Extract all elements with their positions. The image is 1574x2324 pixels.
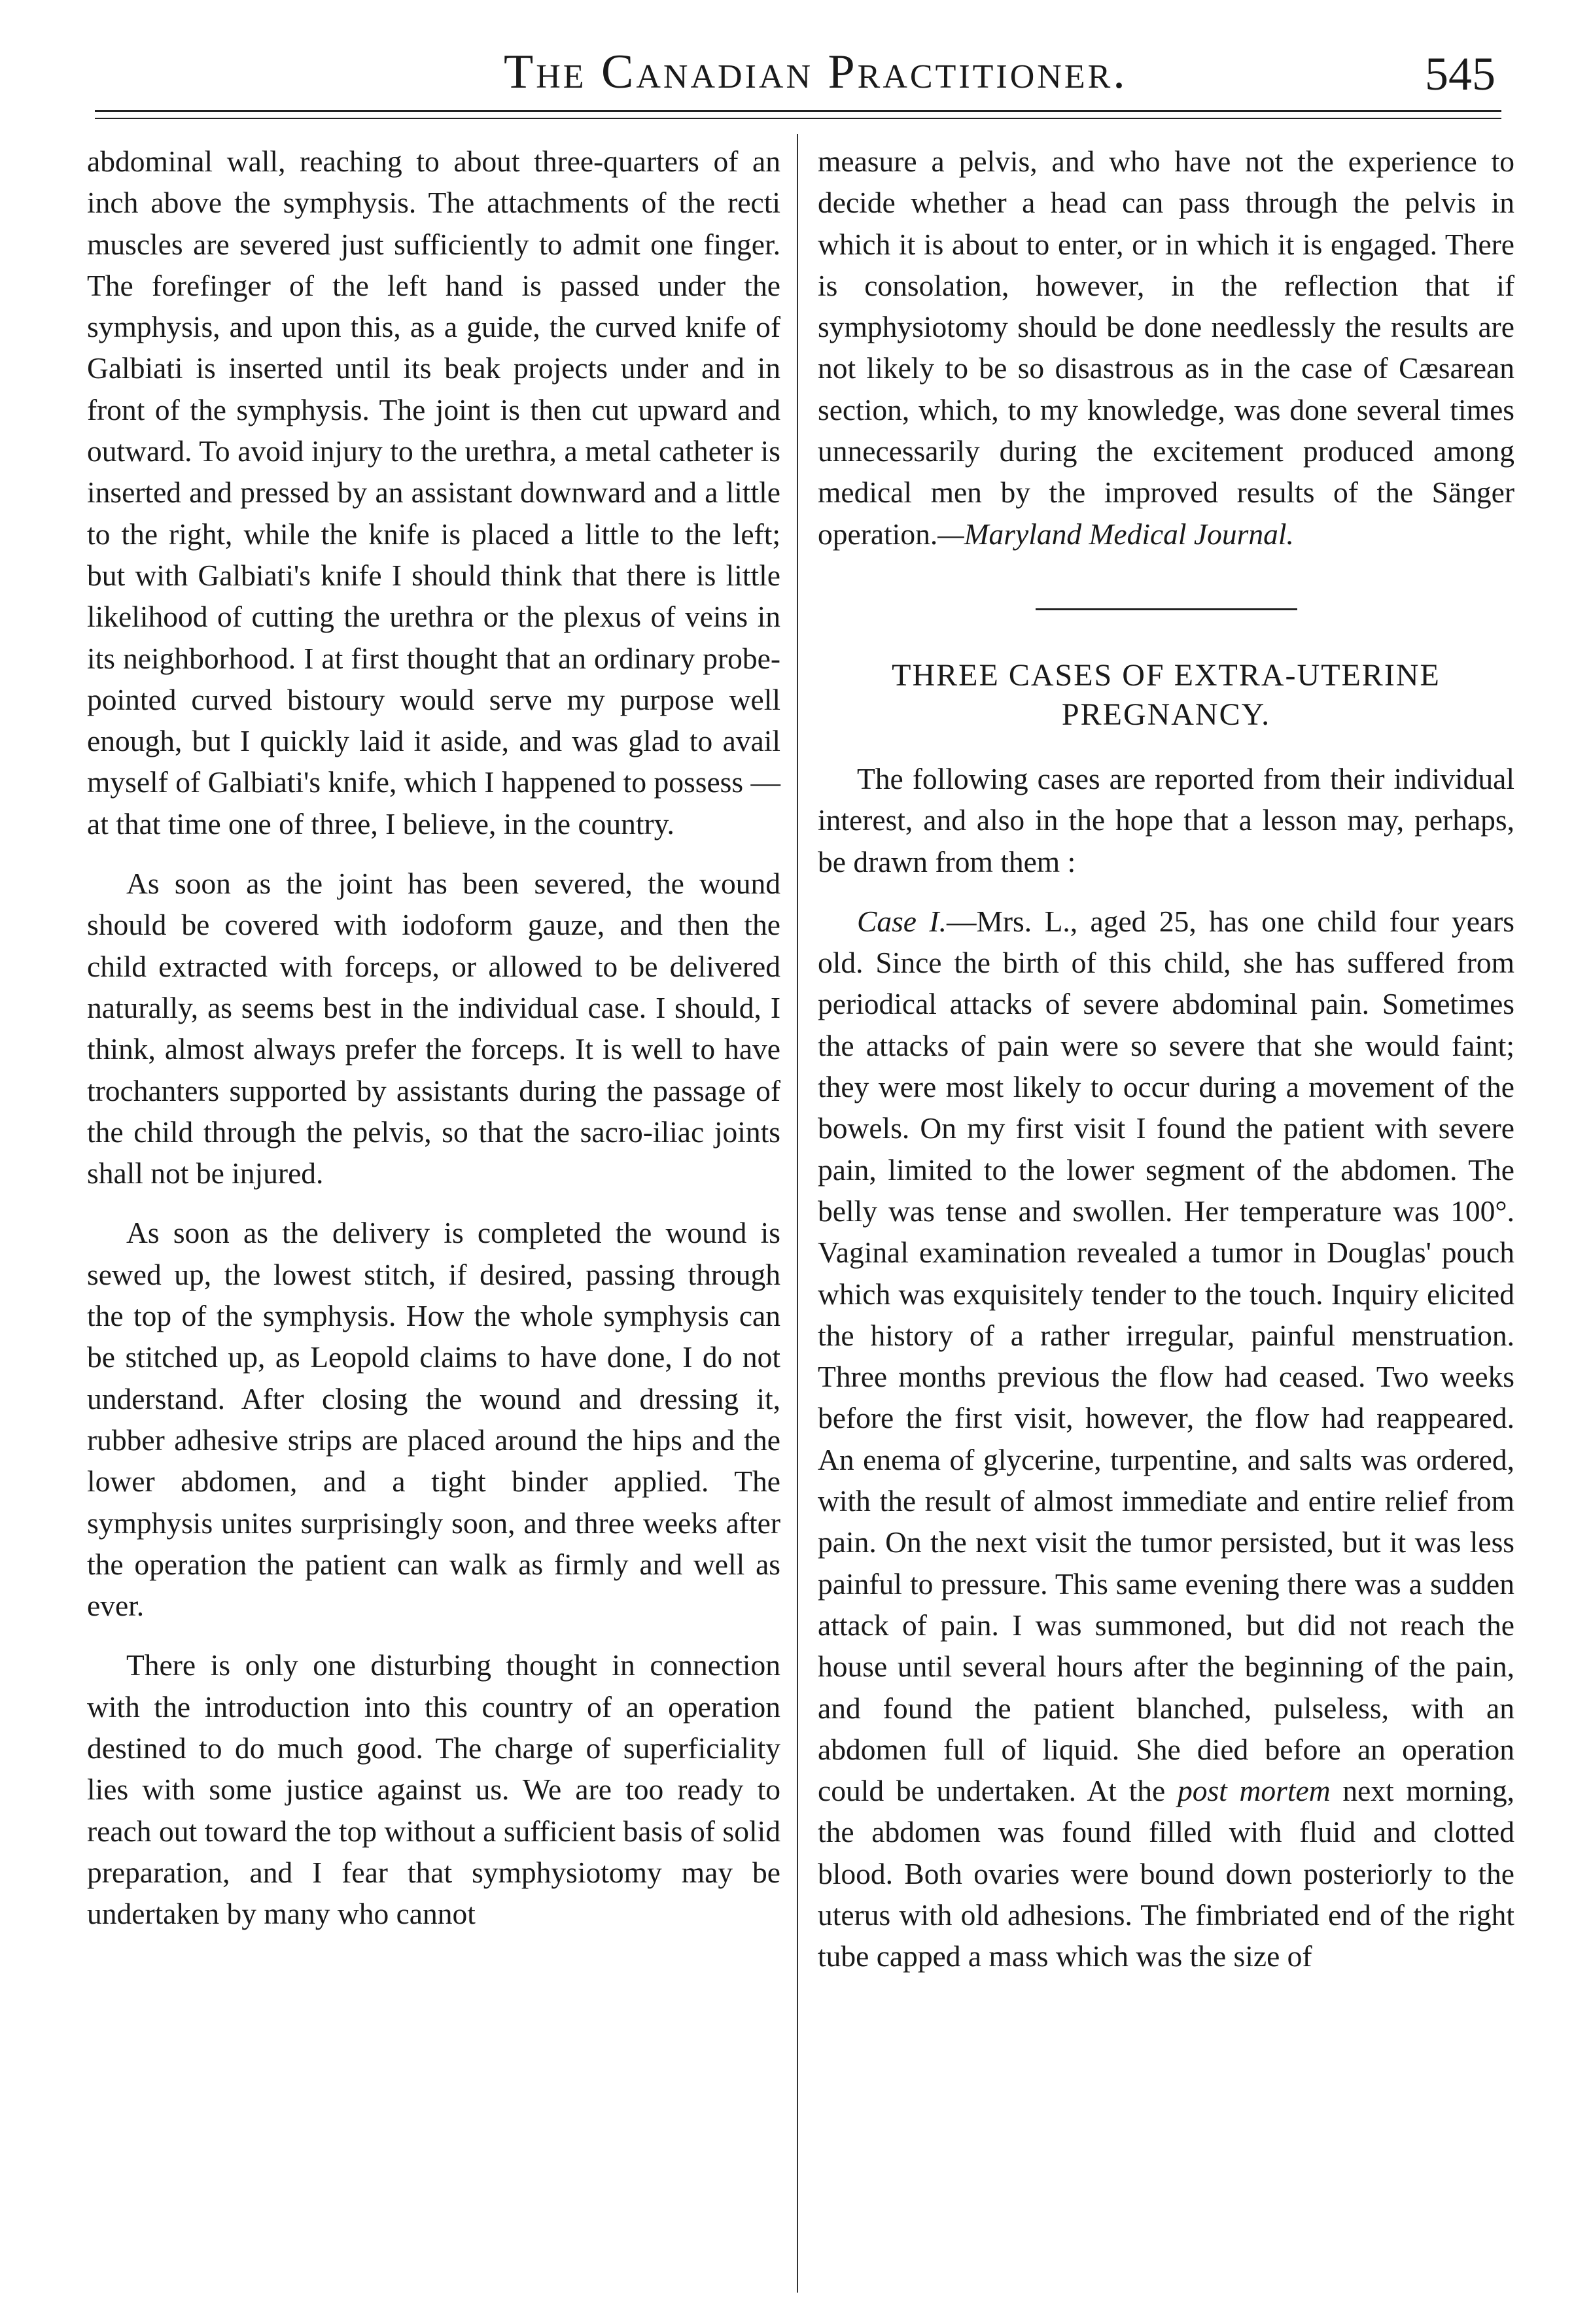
case-paragraph bbox=[818, 901, 1514, 1977]
header-rule bbox=[95, 110, 1501, 112]
paragraph: The following cases are reported from their individual interest, and also in the hope that a lesson may, perhaps, be drawn from them : bbox=[818, 761, 1514, 878]
case-label: Case I. bbox=[857, 904, 947, 938]
column-divider bbox=[797, 134, 798, 2293]
paragraph: As soon as the joint has been severed, the wound should be covered with iodoform gauze, and then the child extracted with forceps, or allowed to be delivered naturally, as seems best in the individual case. I should, I think, almost always prefer the forceps. It is well to have trochanters supported by assistants during the passage of the child through the pelvis, so that the sacro-iliac joints shall not be injured. bbox=[87, 867, 780, 1190]
paragraph: As soon as the delivery is completed the wound is sewed up, the lowest stitch, if desired, passing through the top of the symphysis. How the whole symphysis can be stitched up, as Leopold claims to have done, I do not understand. After closing the wound and dressing it, rubber adhesive strips are placed around the hips and the lower abdomen, and a tight binder applied. The symphysis unites surprisingly soon, and three weeks after the operation the patient can walk as firmly and well as ever. bbox=[87, 1216, 780, 1623]
paragraph: abdominal wall, reaching to about three-quarters of an inch above the symphysis. The attachments of the recti muscles are severed just sufficiently to admit one finger. The forefinger of the left hand is passed under the symphysis, and upon this, as a guide, the curved knife of Galbiati is inserted until its beak projects under and in front of the symphysis. The joint is then cut upward and outward. To avoid injury to the urethra, a metal catheter is inserted and pressed by an assistant downward and a little to the right, while the knife is placed a little to the left; but with Galbiati's knife I should think that there is little likelihood of cutting the urethra or the plexus of veins in its neighborhood. I at first thought that an ordinary probe-pointed curved bistoury would serve my purpose well enough, but I quickly laid it aside, and was glad to avail myself of Galbiati's knife, which I happened to possess — at that time one of three, I believe, in the country. bbox=[87, 145, 780, 841]
running-head bbox=[0, 38, 1574, 110]
paragraph: There is only one disturbing thought in connection with the introduction into this country of an operation destined to do much good. The charge of superficiality lies with some justice against us. We are too ready to reach out toward the top without a sufficient basis of solid preparation, and I fear that symphysiotomy may be undertaken by many who cannot bbox=[87, 1648, 780, 1931]
case-text-end: next morning, the abdomen was found filled with fluid and clotted blood. Both ovaries were bound down posteriorly to the uterus with old adhesions. The fimbriated end of the right tube capped a mass which was the size of bbox=[818, 1774, 1514, 1973]
header-rule-thin bbox=[95, 118, 1501, 119]
citation: —Maryland Medical Journal. bbox=[937, 517, 1294, 551]
section-divider bbox=[1036, 608, 1297, 610]
section-heading-line: PREGNANCY. bbox=[1061, 697, 1271, 732]
continuation-text: measure a pelvis, and who have not the experience to decide whether a head can pass through the pelvis in which it is about to enter, or in which it is engaged. There is consolation, however, in the reflection that if symphysiotomy should be done needlessly the results are not likely to be so disastrous as in the case of Cæsarean section, which, to my knowledge, was done several times unnecessarily during the excitement produced among medical men by the improved results of the Sänger operation. bbox=[818, 145, 1514, 551]
post-mortem-label: post mortem bbox=[1177, 1774, 1331, 1808]
section-heading-line: THREE CASES OF EXTRA-UTERINE bbox=[892, 657, 1441, 693]
page-number: 545 bbox=[1425, 48, 1495, 100]
journal-title: The Canadian Practitioner. bbox=[504, 45, 1128, 99]
left-column bbox=[87, 141, 780, 1934]
section-heading bbox=[818, 656, 1514, 735]
right-column bbox=[818, 141, 1514, 1977]
case-text: —Mrs. L., aged 25, has one child four years old. Since the birth of this child, she has suffered from periodical attacks of severe abdominal pain. Sometimes the attacks of pain were so severe that she would faint; they were most likely to occur during a movement of the bowels. On my first visit I found the patient with severe pain, limited to the lower segment of the abdomen. The belly was tense and swollen. Her temperature was 100°. Vaginal examination revealed a tumor in Douglas' pouch which was exquisitely tender to the touch. Inquiry elicited the history of a rather irregular, painful menstruation. Three months previous the flow had ceased. Two weeks before the first visit, however, the flow had reappeared. An enema of glycerine, turpentine, and salts was ordered, with the result of almost immediate and entire relief from pain. On the next visit the tumor persisted, but it was less painful to pressure. This same evening there was a sudden attack of pain. I was summoned, but did not reach the house until several hours after the beginning of the pain, and found the patient blanched, pulseless, with an abdomen full of liquid. She died before an operation could be undertaken. At the bbox=[818, 904, 1514, 1808]
paragraph bbox=[818, 141, 1514, 555]
